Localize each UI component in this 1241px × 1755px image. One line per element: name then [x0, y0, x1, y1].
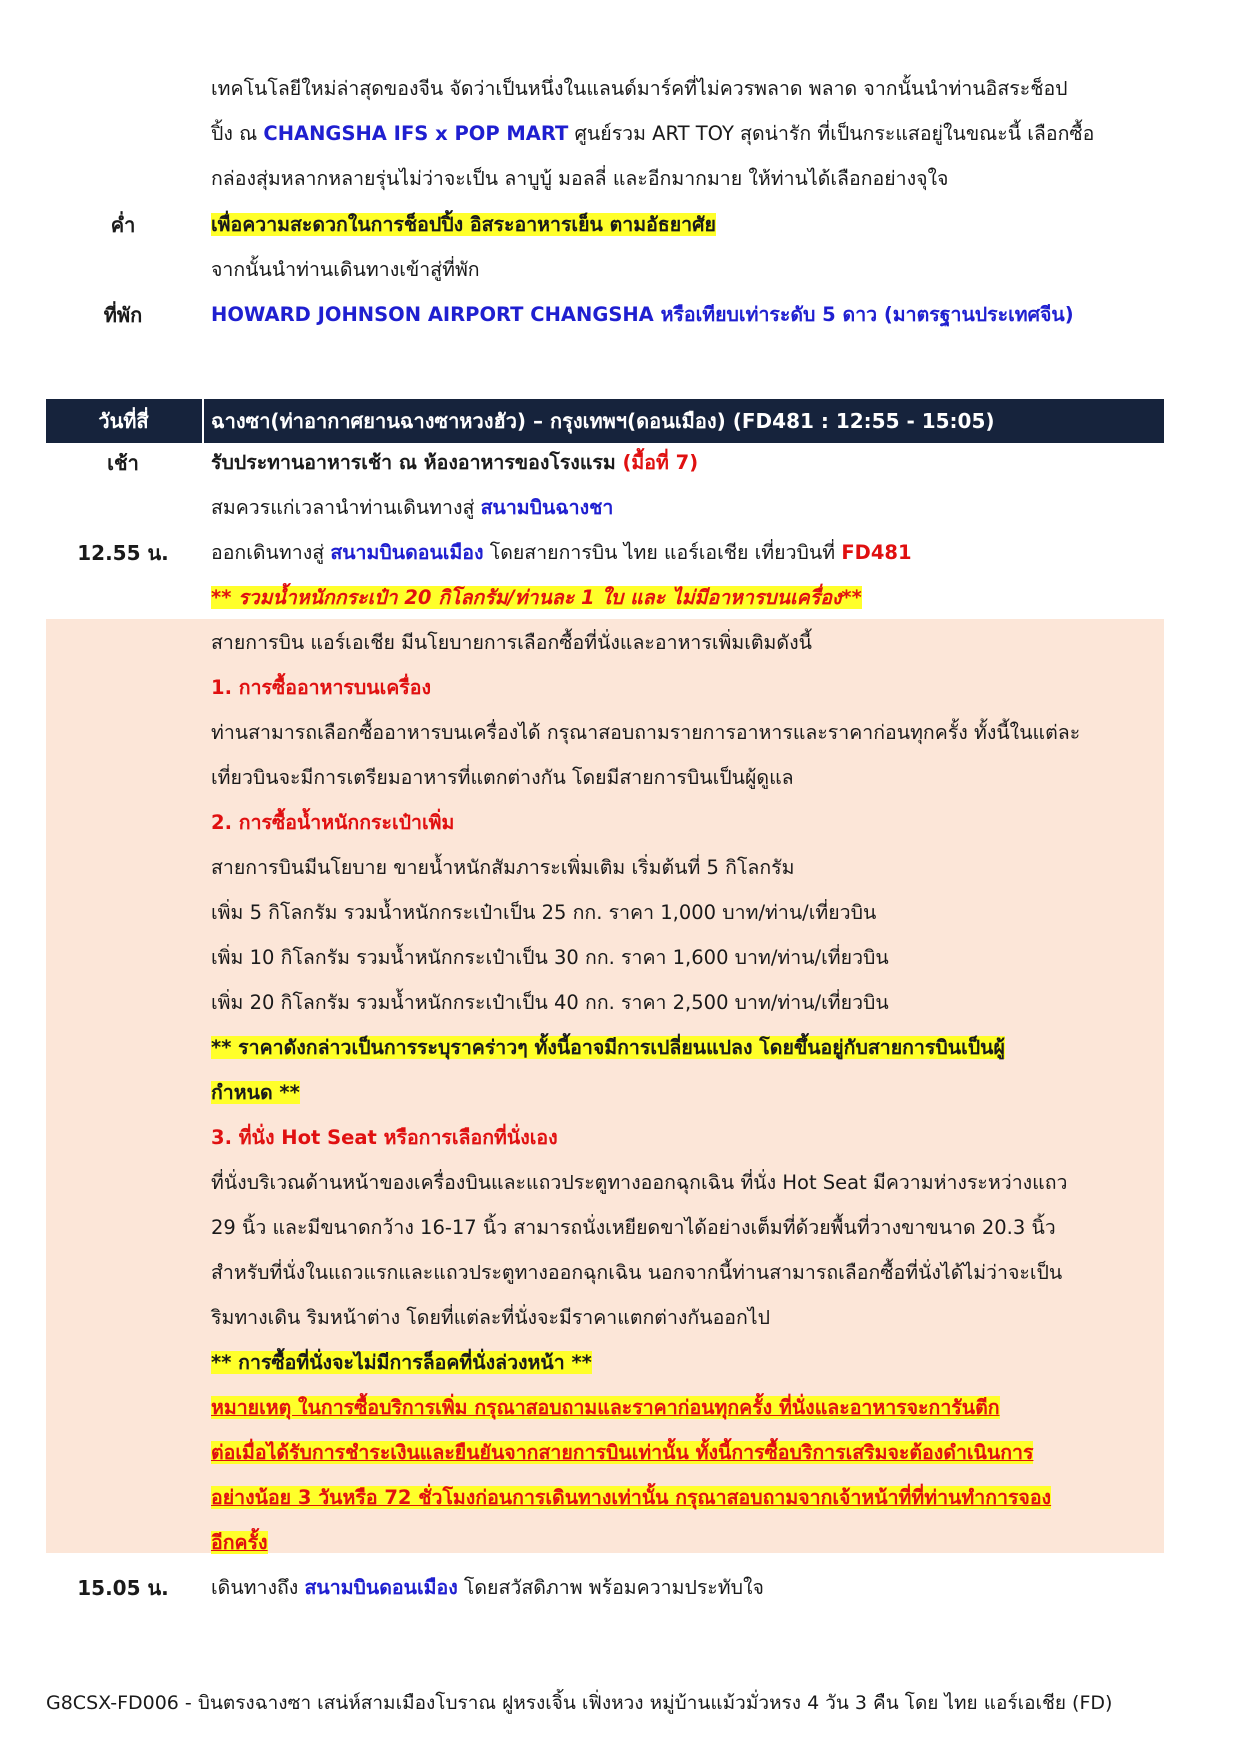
remark-4: อีกครั้ง — [211, 1531, 268, 1554]
policy-heading-3: 3. ที่นั่ง Hot Seat หรือการเลือกที่นั่งเอง — [211, 1126, 558, 1149]
remark-2: ต่อเมื่อได้รับการชำระเงินและยืนยันจากสายการบินเท่านั้น ทั้งนี้การซื้อบริการเสริมจะต้องดำเนินการ — [211, 1441, 1034, 1464]
intro-line-1: เทคโนโลยีใหม่ล่าสุดของจีน จัดว่าเป็นหนึ่งในแลนด์มาร์คที่ไม่ควรพลาด พลาด จากนั้นนำท่านอิสระช็อป — [211, 77, 1068, 100]
hotel-text: HOWARD JOHNSON AIRPORT CHANGSHA หรือเทียบเท่าระดับ 5 ดาว (มาตรฐานประเทศจีน) — [211, 303, 1074, 326]
remark-line-1 — [211, 1386, 1000, 1430]
policy-intro: สายการบิน แอร์เอเชีย มีนโยบายการเลือกซื้อที่นั่งและอาหารเพิ่มเติมดังนี้ — [211, 631, 812, 654]
policy-text-1a: ท่านสามารถเลือกซื้ออาหารบนเครื่องได้ กรุณาสอบถามรายการอาหารและราคาก่อนทุกครั้ง ทั้งนี้ในแต่ละ — [211, 721, 1081, 744]
morning-line: รับประทานอาหารเช้า ณ ห้องอาหารของโรงแรม (มื้อที่ 7) — [211, 451, 699, 474]
intro-line-3: กล่องสุ่มหลากหลายรุ่นไม่ว่าจะเป็น ลาบูบู้ มอลลี่ และอีกมากมาย ให้ท่านได้เลือกอย่างจุใจ — [211, 167, 949, 190]
intro-line-2: ปิ้ง ณ CHANGSHA IFS x POP MART ศูนย์รวม ART TOY สุดน่ารัก ที่เป็นกระแสอยู่ในขณะนี้ เลือกซื้อ — [211, 122, 1095, 145]
policy-text-3d: ริมทางเดิน ริมหน้าต่าง โดยที่แต่ละที่นั่งจะมีราคาแตกต่างกันออกไป — [211, 1306, 770, 1329]
changsha-ifs-popmart: CHANGSHA IFS x POP MART — [263, 122, 569, 145]
day4-title: ฉางซา(ท่าอากาศยานฉางซาหวงฮัว) – กรุงเทพฯ(ดอนเมือง) (FD481 : 12:55 - 15:05) — [211, 409, 995, 433]
changsha-airport: สนามบินฉางชา — [480, 496, 614, 519]
donmueang-airport: สนามบินดอนเมือง — [330, 541, 484, 564]
dinner-next: จากนั้นนำท่านเดินทางเข้าสู่ที่พัก — [211, 258, 480, 281]
policy-text-2c: เพิ่ม 10 กิโลกรัม รวมน้ำหนักกระเป๋าเป็น 30 กก. ราคา 1,600 บาท/ท่าน/เที่ยวบิน — [211, 946, 889, 969]
policy-note-2a: ** ราคาดังกล่าวเป็นการระบุราคร่าวๆ ทั้งนี้อาจมีการเปลี่ยนแปลง โดยขึ้นอยู่กับสายการบินเป็นผู้ — [211, 1036, 1005, 1059]
arrive-line: เดินทางถึง สนามบินดอนเมือง โดยสวัสดิภาพ พร้อมความประทับใจ — [211, 1576, 764, 1599]
policy-text-3a: ที่นั่งบริเวณด้านหน้าของเครื่องบินและแถวประตูทางออกฉุกเฉิน ที่นั่ง Hot Seat มีความห่างระหว่างแถว — [211, 1171, 1068, 1194]
policy-text-1b: เที่ยวบินจะมีการเตรียมอาหารที่แตกต่างกัน โดยมีสายการบินเป็นผู้ดูแล — [211, 766, 794, 789]
dinner-text: เพื่อความสะดวกในการช็อปปิ้ง อิสระอาหารเย็น ตามอัธยาศัย — [211, 213, 716, 236]
depart-line: ออกเดินทางสู่ สนามบินดอนเมือง โดยสายการบิน ไทย แอร์เอเชีย เที่ยวบินที่ FD481 — [211, 541, 912, 564]
policy-text-3b: 29 นิ้ว และมีขนาดกว้าง 16-17 นิ้ว สามารถนั่งเหยียดขาได้อย่างเต็มที่ด้วยพื้นที่วางขาขนาด 20.3 นิ้ว — [211, 1216, 1056, 1239]
policy-note-2b-line — [211, 1071, 300, 1115]
remark-line-4 — [211, 1521, 268, 1565]
policy-note-3: ** การซื้อที่นั่งจะไม่มีการล็อคที่นั่งล่วงหน้า ** — [211, 1351, 592, 1374]
baggage-note: ** รวมน้ำหนักกระเป๋า 20 กิโลกรัม/ท่านละ 1 ใบ และ ไม่มีอาหารบนเครื่อง** — [211, 586, 862, 609]
donmueang-airport-arrive: สนามบินดอนเมือง — [304, 1576, 458, 1599]
policy-note-2b: กำหนด ** — [211, 1081, 300, 1104]
hotel-label: ที่พัก — [103, 303, 143, 327]
day4-header — [46, 399, 1164, 443]
remark-1: หมายเหตุ ในการซื้อบริการเพิ่ม กรุณาสอบถามและราคาก่อนทุกครั้ง ที่นั่งและอาหารจะการันตีก — [211, 1396, 1000, 1419]
morning-next: สมควรแก่เวลานำท่านเดินทางสู่ สนามบินฉางชา — [211, 496, 614, 519]
policy-text-2b: เพิ่ม 5 กิโลกรัม รวมน้ำหนักกระเป๋าเป็น 25 กก. ราคา 1,000 บาท/ท่าน/เที่ยวบิน — [211, 901, 877, 924]
policy-heading-1: 1. การซื้ออาหารบนเครื่อง — [211, 676, 432, 699]
dinner-line — [211, 203, 716, 247]
policy-note-2a-line — [211, 1026, 1005, 1070]
day4-divider — [202, 399, 204, 443]
meal-number: (มื้อที่ 7) — [622, 451, 699, 474]
policy-note-3-line — [211, 1341, 592, 1385]
remark-3: อย่างน้อย 3 วันหรือ 72 ชั่วโมงก่อนการเดินทางเท่านั้น กรุณาสอบถามจากเจ้าหน้าที่ที่ท่านทำการจอง — [211, 1486, 1052, 1509]
policy-text-3c: สำหรับที่นั่งในแถวแรกและแถวประตูทางออกฉุกเฉิน นอกจากนี้ท่านสามารถเลือกซื้อที่นั่งได้ไม่ว่าจะเป็น — [211, 1261, 1063, 1284]
morning-label: เช้า — [107, 451, 139, 475]
depart-time: 12.55 น. — [77, 541, 169, 565]
dinner-label: ค่ำ — [110, 213, 136, 237]
day4-label: วันที่สี่ — [98, 409, 149, 433]
flight-number: FD481 — [841, 541, 912, 564]
policy-heading-2: 2. การซื้อน้ำหนักกระเป๋าเพิ่ม — [211, 811, 455, 834]
policy-text-2a: สายการบินมีนโยบาย ขายน้ำหนักสัมภาระเพิ่มเติม เริ่มต้นที่ 5 กิโลกรัม — [211, 856, 795, 879]
baggage-note-line — [211, 576, 862, 620]
policy-text-2d: เพิ่ม 20 กิโลกรัม รวมน้ำหนักกระเป๋าเป็น 40 กก. ราคา 2,500 บาท/ท่าน/เที่ยวบิน — [211, 991, 889, 1014]
arrive-time: 15.05 น. — [77, 1576, 169, 1600]
remark-line-3 — [211, 1476, 1051, 1520]
remark-line-2 — [211, 1431, 1033, 1475]
page-footer: G8CSX-FD006 - บินตรงฉางซา เสน่ห์สามเมืองโบราณ ฝูหรงเจิ้น เฟิ่งหวง หมู่บ้านแม้วมั่วหรง 4 วัน 3 คืน โดย ไทย แอร์เอเชีย (FD) — [46, 1692, 1113, 1714]
